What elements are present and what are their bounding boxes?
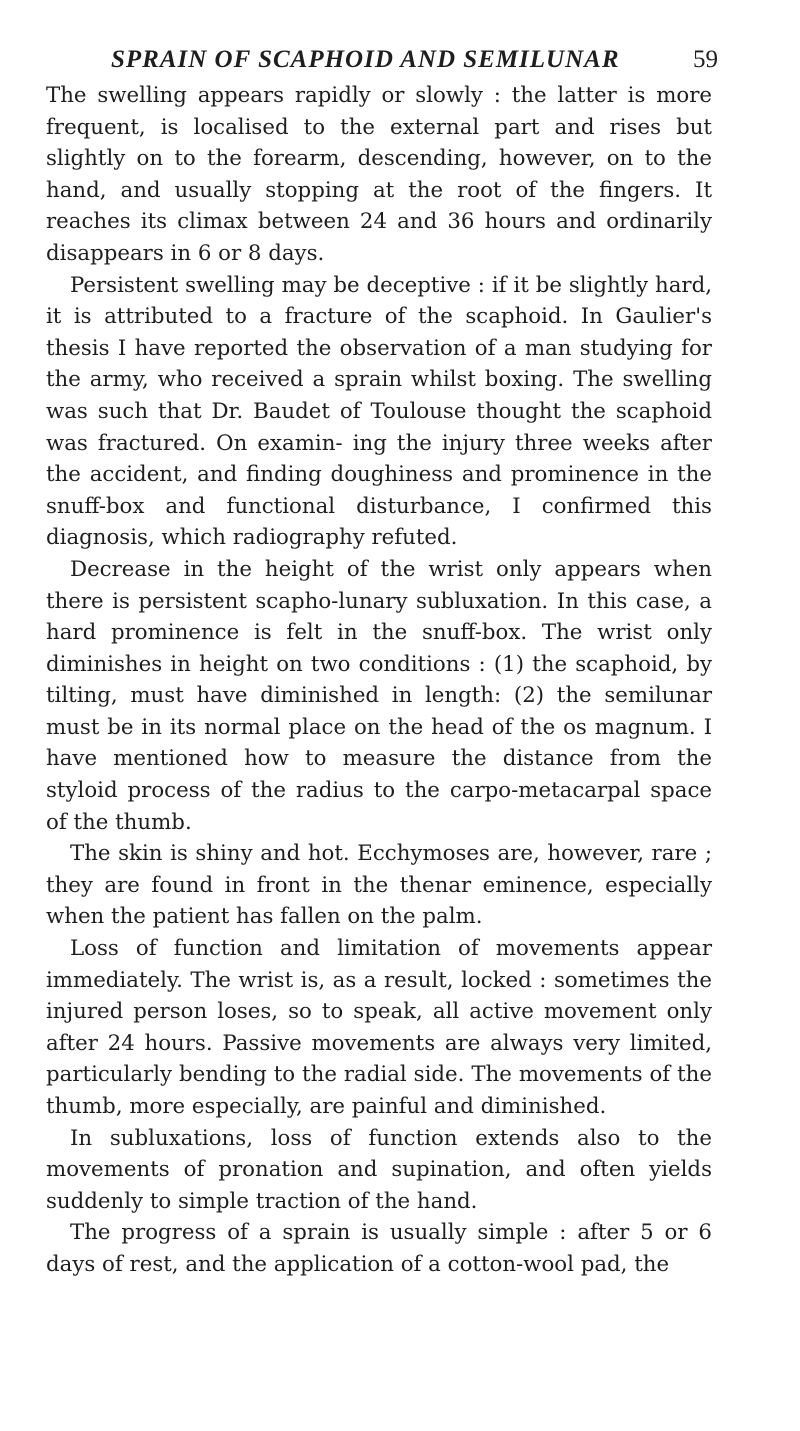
chapter-title: SPRAIN OF SCAPHOID AND SEMILUNAR: [111, 46, 620, 73]
paragraph-loss-of-function: Loss of function and limitation of movements appear immediately. The wrist is, as a result, locked : sometimes the injured person loses, so to speak, all active movement only after 24 hours. Passive movements are always very limited, particularly bending to the radial side. The movements of the thumb, more especially, are painful and diminished.: [46, 936, 712, 1119]
book-page: [46, 44, 718, 1281]
running-head: [46, 44, 718, 80]
page-number: 59: [693, 46, 718, 73]
paragraph-subluxations: In subluxations, loss of function extends also to the movements of pronation and supination, and often yields suddenly to simple traction of the hand.: [46, 1125, 712, 1214]
paragraph-persistent-swelling: Persistent swelling may be deceptive : if it be slightly hard, it is attributed to a fracture of the scaphoid. In Gaulier's thesis I have reported the observation of a man studying for the army, who received a sprain whilst boxing. The swelling was such that Dr. Baudet of Toulouse thought the scaphoid was fractured. On examin- ing the injury three weeks after the accident, and finding doughiness and prominence in the snuff-box and functional disturbance, I confirmed this diagnosis, which radiography refuted.: [46, 272, 712, 551]
paragraph-wrist-height: Decrease in the height of the wrist only appears when there is persistent scapho-lunary subluxation. In this case, a hard prominence is felt in the snuff-box. The wrist only diminishes in height on two conditions : (1) the scaphoid, by tilting, must have diminished in length: (2) the semilunar must be in its normal place on the head of the os magnum. I have mentioned how to measure the distance from the styloid process of the radius to the carpo-metacarpal space of the thumb.: [46, 556, 712, 835]
paragraph-swelling: The swelling appears rapidly or slowly : the latter is more frequent, is localised to the external part and rises but slightly on to the forearm, descending, however, on to the hand, and usually stopping at the root of the fingers. It reaches its climax between 24 and 36 hours and ordinarily disappears in 6 or 8 days.: [46, 83, 712, 266]
body-text: [46, 80, 712, 1281]
paragraph-progress: The progress of a sprain is usually simple : after 5 or 6 days of rest, and the application of a cotton-wool pad, the: [46, 1220, 712, 1277]
paragraph-skin: The skin is shiny and hot. Ecchymoses are, however, rare ; they are found in front in the thenar eminence, especially when the patient has fallen on the palm.: [46, 841, 712, 930]
